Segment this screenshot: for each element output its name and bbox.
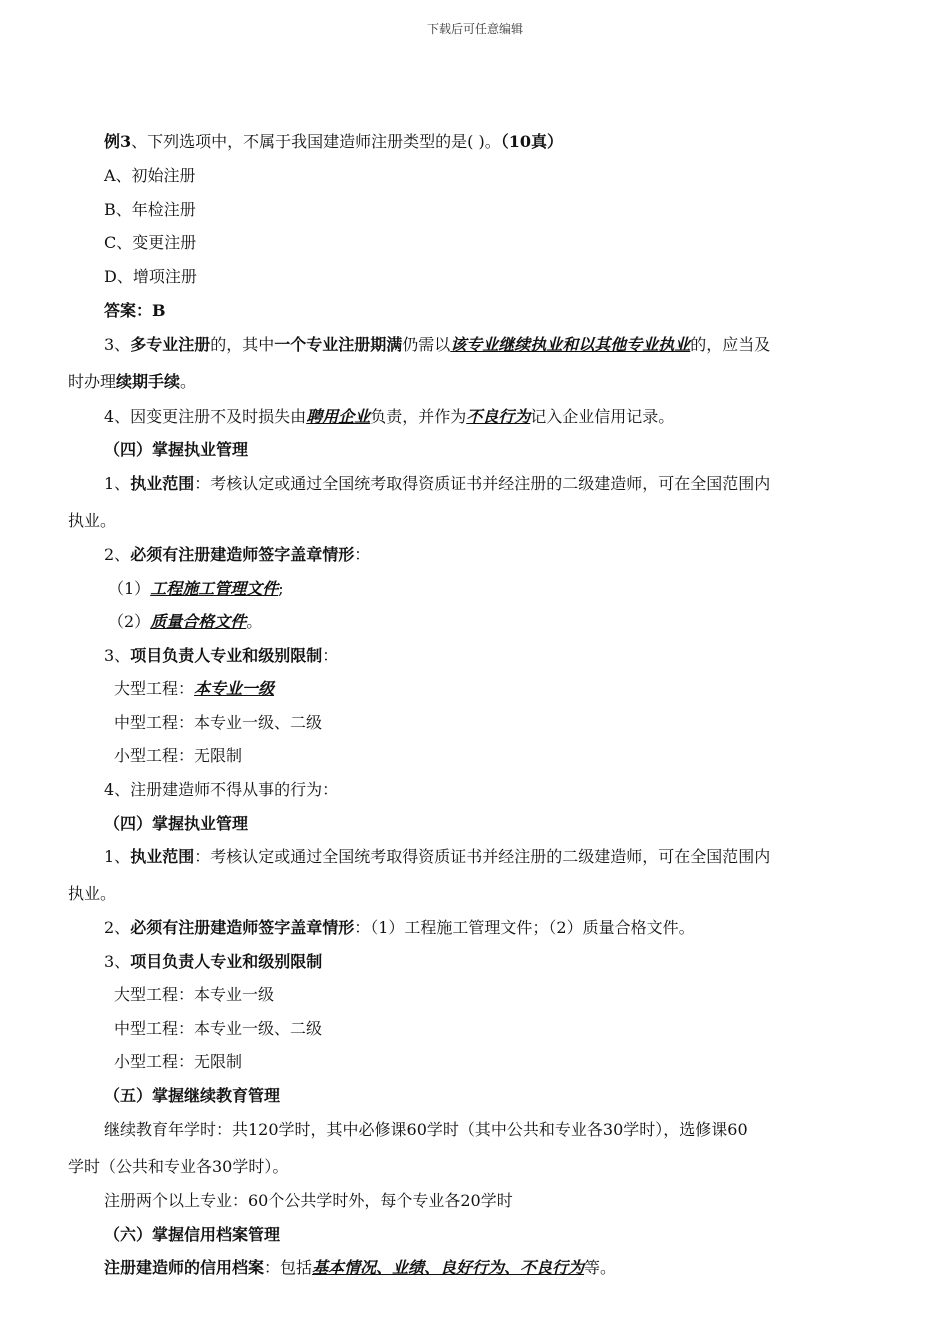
seal-line xyxy=(104,918,695,938)
example-label: 例3 xyxy=(104,132,132,151)
text: 本专业一级、二级 xyxy=(194,713,323,732)
limit-item: 中型工程：本专业一级、二级 xyxy=(114,1019,323,1038)
key-term: 一个专业注册期满 xyxy=(274,335,403,354)
key-term: 项目负责人专业和级别限制 xyxy=(130,952,323,971)
limit-item: 小型工程：无限制 xyxy=(114,1052,243,1071)
text: ; xyxy=(278,579,284,598)
item-number: 1、 xyxy=(104,847,131,866)
text: 大型工程： xyxy=(114,679,195,698)
section-heading: （四）掌握执业管理 xyxy=(104,440,249,459)
emphasis-term: 该专业继续执业和以其他专业执业 xyxy=(450,335,691,354)
example-question xyxy=(104,132,563,152)
option-b: B、年检注册 xyxy=(104,200,196,219)
key-term: 执业范围 xyxy=(130,847,195,866)
question-text: 、下列选项中，不属于我国建造师注册类型的是( )。 xyxy=(131,132,501,151)
page-header-note: 下载后可任意编辑 xyxy=(426,22,523,36)
emphasis-term: 不良行为 xyxy=(466,407,531,426)
item-number: 1、 xyxy=(104,474,131,493)
text: ：包括 xyxy=(264,1258,313,1277)
scope-cont: 执业。 xyxy=(68,511,117,530)
item-number: 2、 xyxy=(104,918,131,937)
seal-line xyxy=(104,545,370,565)
limit-line xyxy=(104,952,322,972)
text: ：考核认定或通过全国统考取得资质证书并经注册的二级建造师，可在全国范围内 xyxy=(194,847,771,866)
item-number: （1） xyxy=(108,579,151,598)
key-term: 续期手续 xyxy=(116,372,181,391)
item-number: 3、 xyxy=(104,335,131,354)
paragraph: 继续教育年学时：共120学时，其中必修课60学时（其中公共和专业各30学时），选修课60 xyxy=(104,1120,748,1139)
option-a: A、初始注册 xyxy=(104,166,196,185)
limit-line xyxy=(104,646,338,666)
text: 。 xyxy=(246,612,263,631)
limit-item xyxy=(114,679,274,699)
text: 的，其中 xyxy=(210,335,275,354)
emphasis-term: 聘用企业 xyxy=(306,407,371,426)
text: 的，应当及 xyxy=(690,335,771,354)
scope-line xyxy=(104,474,770,494)
text: 4、因变更注册不及时损失由 xyxy=(104,407,307,426)
text: 记入企业信用记录。 xyxy=(530,407,675,426)
credit-line xyxy=(104,1258,616,1278)
section-heading: （四）掌握执业管理 xyxy=(104,814,249,833)
key-term: 注册建造师的信用档案 xyxy=(104,1258,265,1277)
seal-item xyxy=(108,579,284,599)
item3-cont xyxy=(68,372,196,392)
emphasis-term: 工程施工管理文件 xyxy=(150,579,279,598)
emphasis-term: 本专业一级 xyxy=(194,679,275,698)
limit-item xyxy=(114,713,322,733)
limit-item: 大型工程：本专业一级 xyxy=(114,985,275,1004)
text: ：（1）工程施工管理文件；（2）质量合格文件。 xyxy=(354,918,695,937)
emphasis-term: 质量合格文件 xyxy=(150,612,247,631)
section-heading: （五）掌握继续教育管理 xyxy=(104,1086,281,1105)
section-heading: （六）掌握信用档案管理 xyxy=(104,1225,281,1244)
option-c: C、变更注册 xyxy=(104,233,197,252)
key-term: 项目负责人专业和级别限制 xyxy=(130,646,323,665)
text: ： xyxy=(354,545,371,564)
text: 。 xyxy=(180,372,197,391)
text: 等。 xyxy=(584,1258,617,1277)
forbid-line: 4、注册建造师不得从事的行为： xyxy=(104,780,339,799)
seal-item xyxy=(108,612,262,632)
text: 仍需以 xyxy=(402,335,451,354)
scope-cont: 执业。 xyxy=(68,884,117,903)
paragraph: 注册两个以上专业：60个公共学时外，每个专业各20学时 xyxy=(104,1191,513,1210)
key-term: 执业范围 xyxy=(130,474,195,493)
paragraph-cont: 学时（公共和专业各30学时）。 xyxy=(68,1157,289,1176)
text: ：考核认定或通过全国统考取得资质证书并经注册的二级建造师，可在全国范围内 xyxy=(194,474,771,493)
text: 中型工程： xyxy=(114,713,195,732)
key-term: 多专业注册 xyxy=(130,335,211,354)
answer: 答案：B xyxy=(104,301,166,320)
text: 无限制 xyxy=(194,746,243,765)
text: 负责，并作为 xyxy=(370,407,467,426)
item-number: 3、 xyxy=(104,646,131,665)
scope-line xyxy=(104,847,770,867)
key-term: 必须有注册建造师签字盖章情形 xyxy=(130,545,355,564)
exam-tag: （10真） xyxy=(500,132,563,151)
limit-item xyxy=(114,746,242,766)
option-d: D、增项注册 xyxy=(104,267,197,286)
text: ： xyxy=(322,646,339,665)
item-number: 3、 xyxy=(104,952,131,971)
text: 小型工程： xyxy=(114,746,195,765)
emphasis-term: 基本情况、业绩、良好行为、不良行为 xyxy=(312,1258,585,1277)
text: 时办理 xyxy=(68,372,117,391)
item-number: （2） xyxy=(108,612,151,631)
item4-line xyxy=(104,407,674,427)
key-term: 必须有注册建造师签字盖章情形 xyxy=(130,918,355,937)
item3-line xyxy=(104,335,770,355)
item-number: 2、 xyxy=(104,545,131,564)
